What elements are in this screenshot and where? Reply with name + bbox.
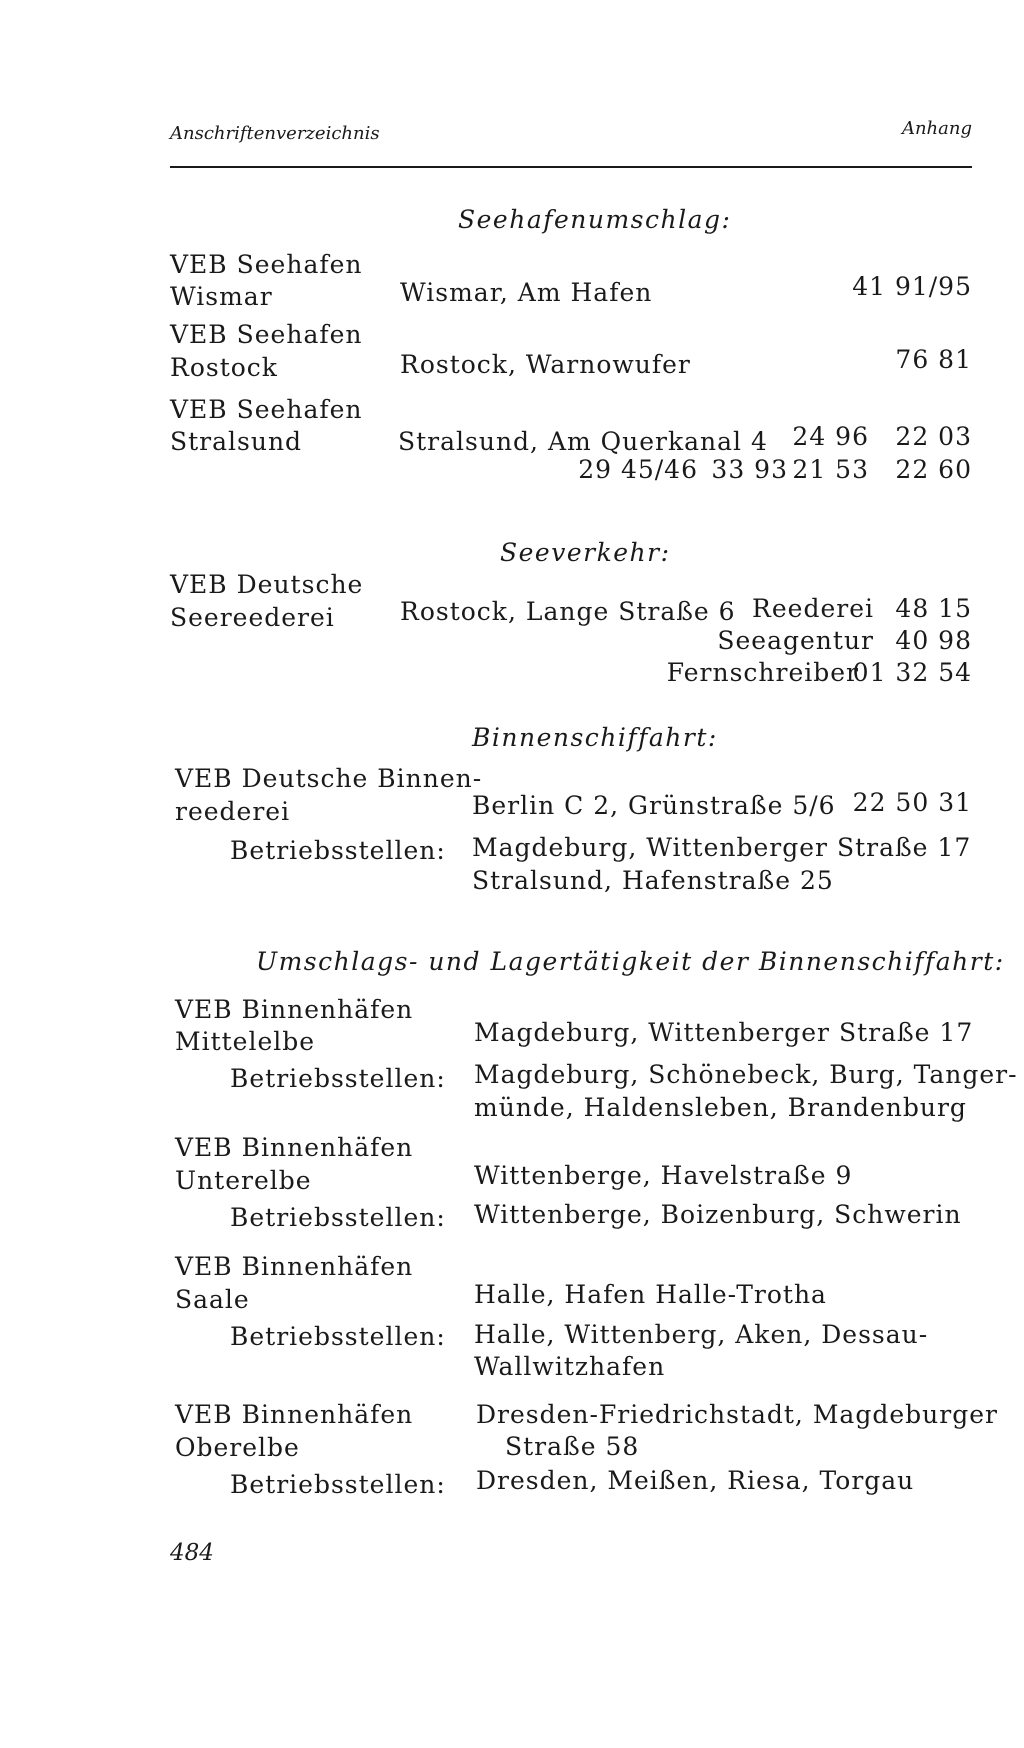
contact-label: Seeagentur	[717, 626, 874, 655]
entry-address: Berlin C 2, Grünstraße 5/6	[472, 791, 836, 820]
entry-address: Wittenberge, Havelstraße 9	[474, 1161, 853, 1190]
entry-name: VEB Deutsche Binnen-	[175, 764, 483, 793]
entry-name: Unterelbe	[175, 1166, 312, 1195]
entry-name: Wismar	[170, 282, 273, 311]
entry-phone: 76 81	[895, 345, 972, 374]
entry-address: Magdeburg, Wittenberger Straße 17	[474, 1018, 974, 1047]
betriebsstellen-value: Halle, Wittenberg, Aken, Dessau-	[474, 1320, 929, 1349]
contact-phone: 40 98	[895, 626, 972, 655]
contact-label: Fernschreiber	[666, 658, 859, 687]
betriebsstellen-label: Betriebsstellen:	[230, 836, 446, 865]
entry-phone: 22 60	[895, 455, 972, 484]
entry-name: Saale	[175, 1285, 250, 1314]
entry-phone: 33 93	[711, 455, 788, 484]
page-number: 484	[170, 1540, 214, 1566]
running-header-right: Anhang	[901, 118, 972, 139]
section-title-seehafen: Seehafenumschlag:	[458, 205, 732, 234]
entry-name: VEB Seehafen	[170, 395, 363, 424]
betriebsstellen-value: münde, Haldensleben, Brandenburg	[474, 1093, 967, 1122]
contact-label: Reederei	[752, 594, 874, 623]
entry-address: Rostock, Warnowufer	[400, 350, 691, 379]
betriebsstellen-value: Magdeburg, Wittenberger Straße 17	[472, 833, 972, 862]
entry-address: Stralsund, Am Querkanal 4	[398, 427, 768, 456]
running-header-left: Anschriftenverzeichnis	[170, 123, 380, 144]
entry-phone: 24 96	[792, 422, 869, 451]
entry-name: Mittelelbe	[175, 1027, 316, 1056]
betriebsstellen-label: Betriebsstellen:	[230, 1203, 446, 1232]
betriebsstellen-value: Wallwitzhafen	[474, 1352, 666, 1381]
entry-phone: 22 03	[895, 422, 972, 451]
entry-phone: 41 91/95	[852, 272, 972, 301]
entry-name: Oberelbe	[175, 1433, 300, 1462]
betriebsstellen-value: Magdeburg, Schönebeck, Burg, Tanger-	[474, 1060, 1018, 1089]
entry-name: Stralsund	[170, 427, 303, 456]
entry-address: Halle, Hafen Halle-Trotha	[474, 1280, 827, 1309]
betriebsstellen-value: Wittenberge, Boizenburg, Schwerin	[474, 1200, 962, 1229]
betriebsstellen-value: Dresden, Meißen, Riesa, Torgau	[476, 1466, 915, 1495]
entry-name: VEB Deutsche	[170, 570, 364, 599]
entry-address: Straße 58	[505, 1432, 640, 1461]
entry-name: VEB Seehafen	[170, 320, 363, 349]
section-title-seeverkehr: Seeverkehr:	[500, 538, 671, 567]
entry-address: Dresden-Friedrichstadt, Magdeburger	[476, 1400, 998, 1429]
entry-name: Rostock	[170, 353, 278, 382]
entry-address: Wismar, Am Hafen	[400, 278, 653, 307]
entry-name: VEB Binnenhäfen	[175, 1133, 414, 1162]
section-title-binnenschiffahrt: Binnenschiffahrt:	[472, 723, 718, 752]
entry-name: VEB Seehafen	[170, 250, 363, 279]
entry-phone: 21 53	[792, 455, 869, 484]
entry-name: Seereederei	[170, 603, 335, 632]
contact-phone: 48 15	[895, 594, 972, 623]
entry-address: Rostock, Lange Straße 6	[400, 597, 736, 626]
entry-name: VEB Binnenhäfen	[175, 1252, 414, 1281]
betriebsstellen-value: Stralsund, Hafenstraße 25	[472, 866, 834, 895]
entry-name: VEB Binnenhäfen	[175, 995, 414, 1024]
header-rule	[170, 166, 972, 168]
entry-name: VEB Binnenhäfen	[175, 1400, 414, 1429]
betriebsstellen-label: Betriebsstellen:	[230, 1470, 446, 1499]
betriebsstellen-label: Betriebsstellen:	[230, 1064, 446, 1093]
section-title-umschlag: Umschlags- und Lagertätigkeit der Binnenschiffahrt:	[256, 947, 1005, 976]
betriebsstellen-label: Betriebsstellen:	[230, 1322, 446, 1351]
entry-phone: 22 50 31	[852, 788, 972, 817]
entry-phone: 29 45/46	[578, 455, 698, 484]
entry-name: reederei	[175, 797, 291, 826]
contact-phone: 01 32 54	[852, 658, 972, 687]
